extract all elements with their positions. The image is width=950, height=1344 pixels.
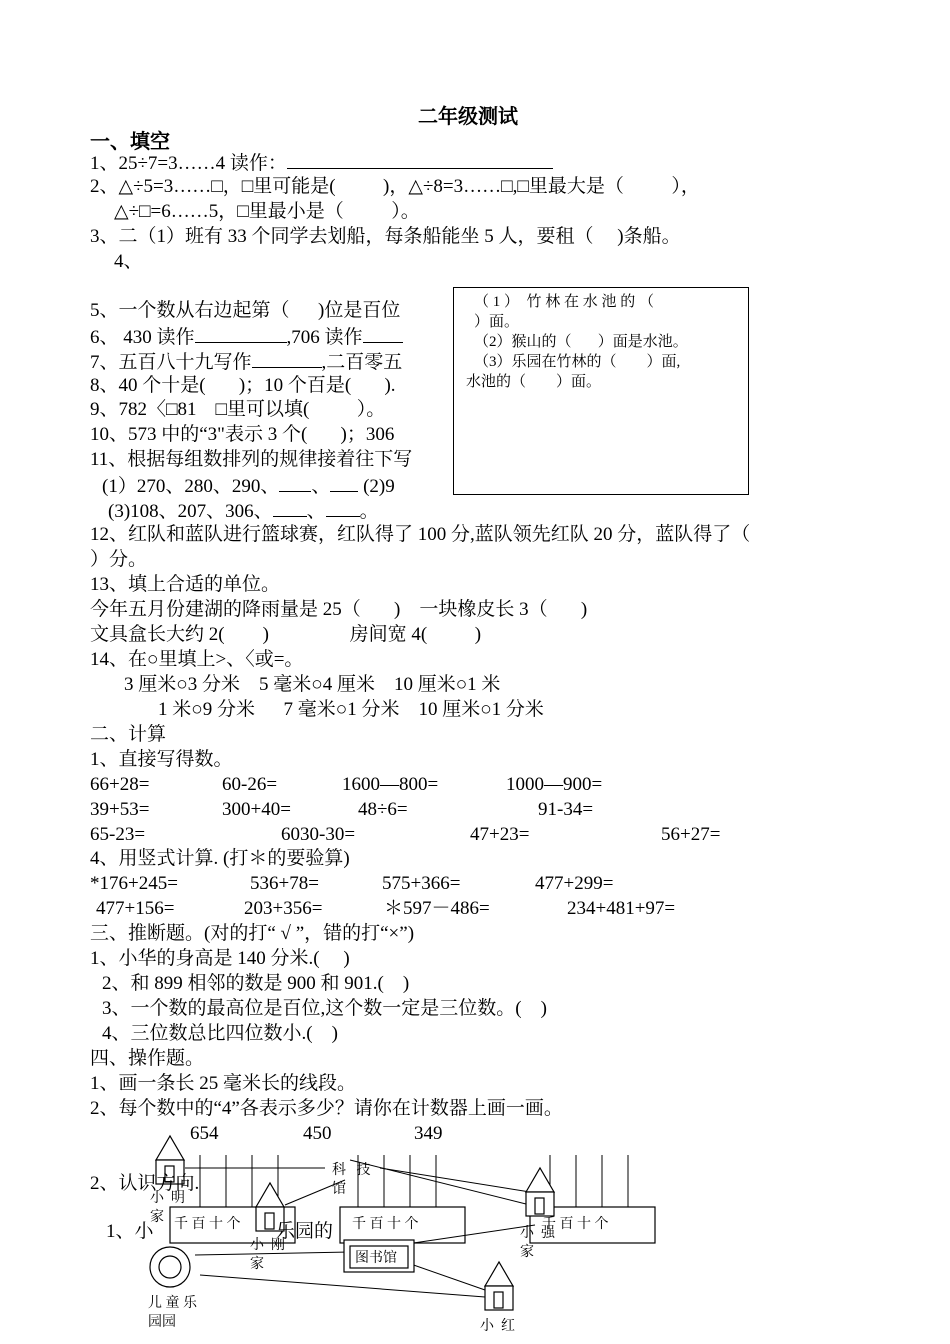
abacus-label: 千 百 十 个 bbox=[352, 1217, 419, 1232]
end-mark: 。 bbox=[359, 501, 379, 522]
box-line-1: （ 1 ） 竹 林 在 水 池 的 （ bbox=[474, 294, 655, 310]
calc-cell: 91-34= bbox=[538, 799, 594, 820]
calc-cell: 234+481+97= bbox=[567, 898, 676, 919]
calc-cell: 1600—800= bbox=[342, 774, 439, 795]
calc-cell: 56+27= bbox=[661, 824, 721, 845]
calc-cell: 39+53= bbox=[90, 799, 150, 820]
judge-1: 1、小华的身高是 140 分米.( ) bbox=[90, 948, 350, 969]
calc-cell: 575+366= bbox=[382, 873, 461, 894]
question-6-text-a: 6、 430 读作 bbox=[90, 327, 195, 348]
judge-2: 2、和 899 相邻的数是 900 和 901.( ) bbox=[102, 973, 410, 994]
question-11: 11、根据每组数排列的规律接着往下写 bbox=[90, 449, 413, 470]
operate-2: 2、每个数中的“4”各表示多少？请你在计数器上画一画。 bbox=[90, 1098, 563, 1119]
calc-cell: 477+299= bbox=[535, 873, 614, 894]
calc-cell: 477+156= bbox=[96, 898, 175, 919]
calc-cell: 48÷6= bbox=[358, 799, 408, 820]
question-6-text-b: ,706 读作 bbox=[286, 327, 363, 348]
map-label-home: 家 bbox=[150, 1210, 164, 1225]
abacus-label: 千 百 十 个 bbox=[174, 1217, 241, 1232]
sequence-3-text: (3)108、207、306、 bbox=[108, 501, 273, 522]
map-label-park-2: 园园 bbox=[148, 1315, 176, 1330]
question-3: 3、二（1）班有 33 个同学去划船，每条船能坐 5 人，要租（ )条船。 bbox=[90, 226, 681, 247]
question-12a: 12、红队和蓝队进行篮球赛，红队得了 100 分,蓝队领先红队 20 分，蓝队得了（ bbox=[90, 524, 751, 545]
abacus-label: 千 百 十 个 bbox=[542, 1217, 609, 1232]
calc-cell: 60-26= bbox=[222, 774, 278, 795]
page-title: 二年级测试 bbox=[418, 106, 518, 128]
section-fill-blank: 一、填空 bbox=[90, 131, 170, 153]
calc-1-title: 1、直接写得数。 bbox=[90, 749, 233, 770]
separator: 、 bbox=[311, 476, 331, 497]
calc-cell: 65-23= bbox=[90, 824, 146, 845]
question-10: 10、573 中的“3"表示 3 个( )；306 bbox=[90, 424, 395, 445]
section-judge: 三、推断题。(对的打“ √ ”，错的打“×”) bbox=[90, 923, 415, 944]
calc-cell: *176+245= bbox=[90, 873, 178, 894]
map-label-xiaoqiang: 小 强 bbox=[520, 1226, 555, 1241]
abacus-number: 450 bbox=[303, 1123, 332, 1144]
question-2a: 2、△÷5=3……□，□里可能是( )，△÷8=3……□,□里最大是（ ）， bbox=[90, 176, 700, 197]
question-12b: ）分。 bbox=[90, 549, 148, 570]
question-1-text: 1、25÷7=3……4 读作： bbox=[90, 153, 287, 174]
calc-cell: 6030-30= bbox=[281, 824, 356, 845]
operate-3b: 乐园的 bbox=[276, 1221, 334, 1242]
question-8: 8、40 个十是( )；10 个百是( ). bbox=[90, 375, 396, 396]
question-4: 4、 bbox=[114, 251, 143, 272]
map-label-library: 图书馆 bbox=[355, 1251, 397, 1266]
calc-4-title: 4、用竖式计算. (打＊的要验算) bbox=[90, 848, 350, 869]
map-label-home: 家 bbox=[250, 1257, 264, 1272]
separator: 、 bbox=[306, 501, 326, 522]
question-5: 5、一个数从右边起第（ )位是百位 bbox=[90, 300, 401, 321]
question-13a: 今年五月份建湖的降雨量是 25（ ) 一块橡皮长 3（ ) bbox=[90, 599, 588, 620]
map-label-museum: 馆 bbox=[332, 1182, 346, 1197]
question-13: 13、填上合适的单位。 bbox=[90, 574, 281, 595]
box-line-4: （3）乐园在竹林的（ ）面, bbox=[474, 354, 681, 370]
judge-4: 4、三位数总比四位数小.( ) bbox=[102, 1023, 338, 1044]
map-label-xiaoming: 小 明 bbox=[150, 1191, 185, 1206]
calc-cell: 203+356= bbox=[244, 898, 323, 919]
question-9: 9、782〈□81 □里可以填( ）。 bbox=[90, 399, 386, 420]
calc-cell: 47+23= bbox=[470, 824, 530, 845]
abacus-number: 654 bbox=[190, 1123, 219, 1144]
question-7-text-a: 7、五百八十九写作 bbox=[90, 352, 252, 373]
question-7-text-b: ,二百零五 bbox=[321, 352, 403, 373]
operate-1: 1、画一条长 25 毫米长的线段。 bbox=[90, 1073, 357, 1094]
map-label-science-museum: 科 技 bbox=[332, 1163, 371, 1178]
map-label-xiaohong: 小 红 bbox=[480, 1319, 515, 1334]
question-14b: 1 米○9 分米 7 毫米○1 分米 10 厘米○1 分米 bbox=[158, 699, 544, 720]
box-line-3: （2）猴山的（ ）面是水池。 bbox=[474, 334, 688, 350]
map-label-park: 儿 童 乐 bbox=[148, 1296, 197, 1311]
sequence-2-text: (2)9 bbox=[363, 476, 395, 497]
question-13b: 文具盒长大约 2( ) 房间宽 4( ) bbox=[90, 624, 482, 645]
question-2b: △÷□=6……5，□里最小是（ ）。 bbox=[114, 201, 420, 222]
calc-cell: ＊597－486= bbox=[384, 898, 490, 919]
abacus-number: 349 bbox=[414, 1123, 443, 1144]
box-line-2: ）面。 bbox=[474, 314, 520, 330]
calc-cell: 1000—900= bbox=[506, 774, 603, 795]
park-circle-icon bbox=[150, 1247, 190, 1287]
house-icon bbox=[485, 1262, 513, 1310]
map-label-home: 家 bbox=[520, 1245, 534, 1260]
sequence-1-text: (1）270、280、290、 bbox=[102, 476, 280, 497]
section-operate: 四、操作题。 bbox=[90, 1048, 205, 1069]
question-14a: 3 厘米○3 分米 5 毫米○4 厘米 10 厘米○1 米 bbox=[124, 674, 501, 695]
judge-3: 3、一个数的最高位是百位,这个数一定是三位数。( ) bbox=[102, 998, 547, 1019]
box-line-5: 水池的（ ）面。 bbox=[466, 374, 602, 390]
operate-3: 2、认识方向. bbox=[90, 1173, 200, 1194]
question-14: 14、在○里填上>、〈或=。 bbox=[90, 649, 304, 670]
section-calc: 二、计算 bbox=[90, 724, 167, 745]
calc-cell: 300+40= bbox=[222, 799, 291, 820]
operate-3a: 1、小 bbox=[106, 1221, 154, 1242]
calc-cell: 66+28= bbox=[90, 774, 150, 795]
calc-cell: 536+78= bbox=[250, 873, 319, 894]
map-label-xiaogang: 小 刚 bbox=[250, 1238, 285, 1253]
